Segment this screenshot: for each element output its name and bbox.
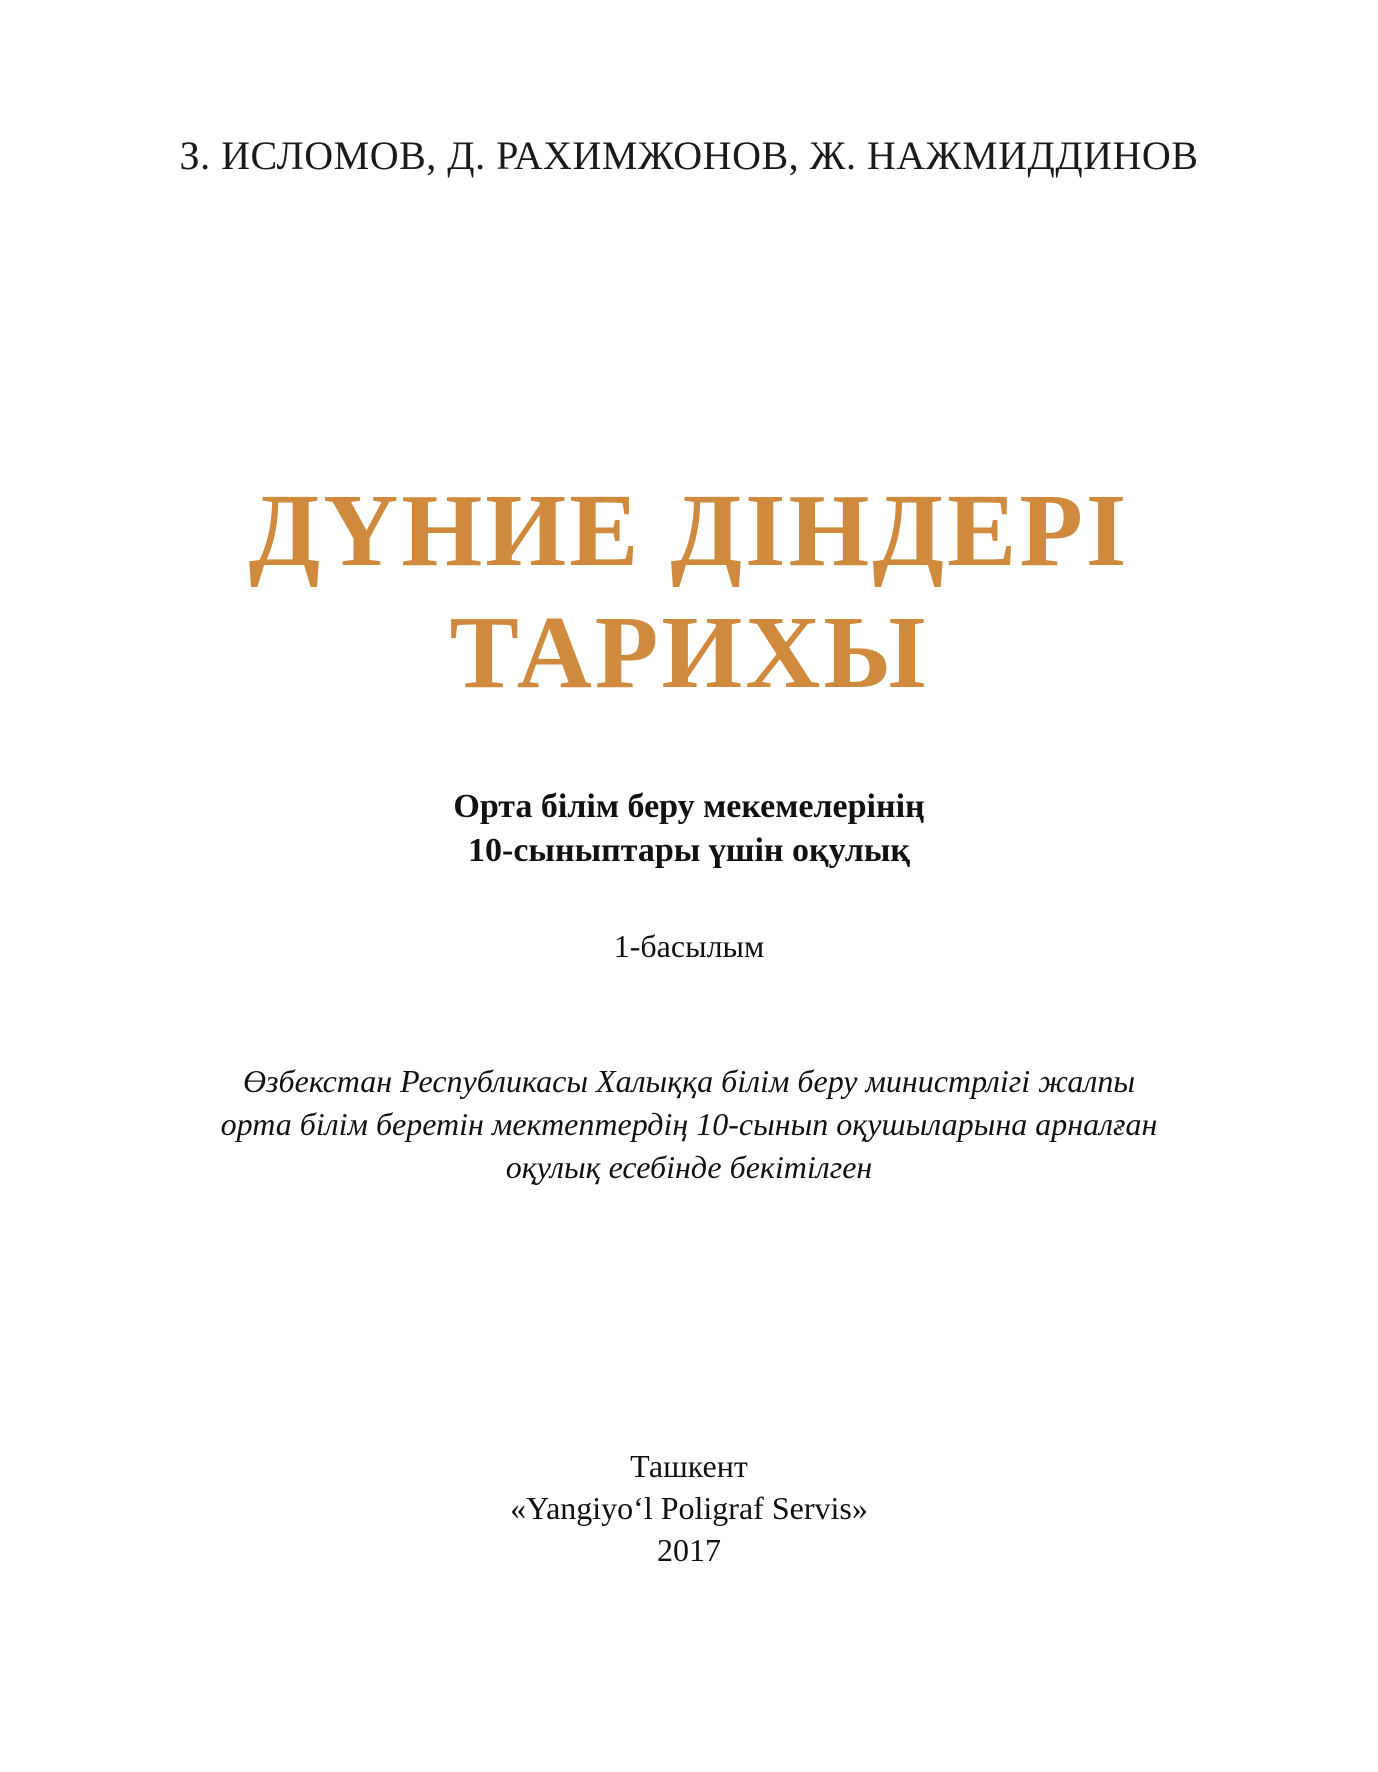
imprint-city: Ташкент [630, 1448, 748, 1484]
book-title-line-2: ТАРИХЫ [449, 595, 929, 710]
book-title [0, 470, 1378, 714]
approval-note [0, 1060, 1378, 1189]
approval-line-2: орта білім беретін мектептердің 10-сынып оқушыларына арналған [220, 1106, 1158, 1142]
authors: З. ИСЛОМОВ, Д. РАХИМЖОНОВ, Ж. НАЖМИДДИНОВ [179, 133, 1199, 178]
book-title-line-1: ДҮНИЕ ДІНДЕРІ [248, 473, 1130, 588]
subtitle-line-1: Орта білім беру мекемелерінің [453, 788, 925, 825]
approval-line-3: оқулық есебінде бекітілген [505, 1149, 873, 1185]
edition: 1-басылым [613, 928, 765, 964]
imprint-publisher: «Yangiyo‘l Poligraf Servis» [510, 1490, 868, 1526]
book-subtitle [0, 785, 1378, 873]
imprint-year: 2017 [657, 1532, 721, 1568]
subtitle-line-2: 10-сыныптары үшін оқулық [468, 832, 910, 869]
imprint [0, 1445, 1378, 1571]
approval-line-1: Өзбекстан Республикасы Халыққа білім беру министрлігі жалпы [242, 1063, 1136, 1099]
